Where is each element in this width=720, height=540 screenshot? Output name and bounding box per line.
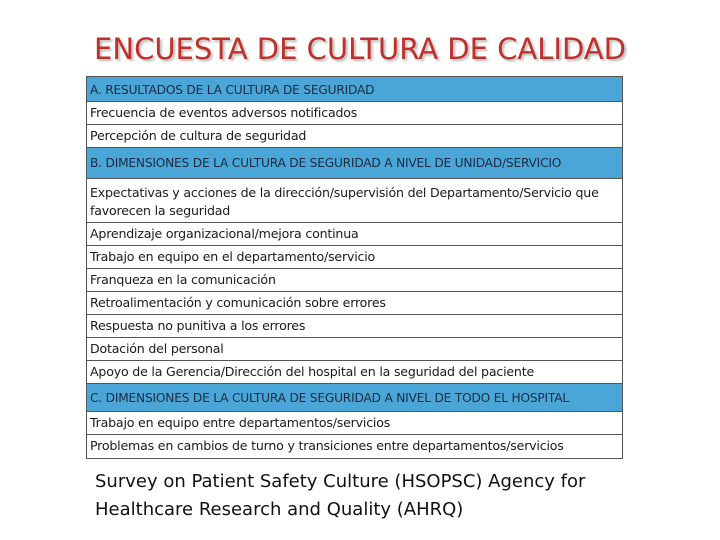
section-header-a: A. RESULTADOS DE LA CULTURA DE SEGURIDAD <box>87 77 622 102</box>
table-row: Frecuencia de eventos adversos notificados <box>87 102 622 125</box>
table-row: Problemas en cambios de turno y transiciones entre departamentos/servicios <box>90 438 564 453</box>
table-row: Retroalimentación y comunicación sobre errores <box>87 292 622 315</box>
table-row: Aprendizaje organizacional/mejora continua <box>87 223 622 246</box>
section-header-b: B. DIMENSIONES DE LA CULTURA DE SEGURIDAD A NIVEL DE UNIDAD/SERVICIO <box>87 148 622 179</box>
table-row: Dotación del personal <box>87 338 622 361</box>
table-row: Franqueza en la comunicación <box>87 269 622 292</box>
table-row: Trabajo en equipo en el departamento/servicio <box>87 246 622 269</box>
section-header-c: C. DIMENSIONES DE LA CULTURA DE SEGURIDAD A NIVEL DE TODO EL HOSPITAL <box>87 384 622 412</box>
source-citation: Survey on Patient Safety Culture (HSOPSC) Agency for Healthcare Research and Quality (AHRQ) <box>95 471 586 520</box>
table-row: Apoyo de la Gerencia/Dirección del hospital en la seguridad del paciente <box>87 361 622 384</box>
table-row: Expectativas y acciones de la dirección/supervisión del Departamento/Servicio que favorecen la seguridad <box>87 179 622 223</box>
table-row: Respuesta no punitiva a los errores <box>87 315 622 338</box>
table-row: Percepción de cultura de seguridad <box>87 125 622 148</box>
page-title: ENCUESTA DE CULTURA DE CALIDAD <box>94 32 626 66</box>
table-row: Trabajo en equipo entre departamentos/servicios <box>87 412 622 435</box>
survey-table <box>86 76 623 459</box>
